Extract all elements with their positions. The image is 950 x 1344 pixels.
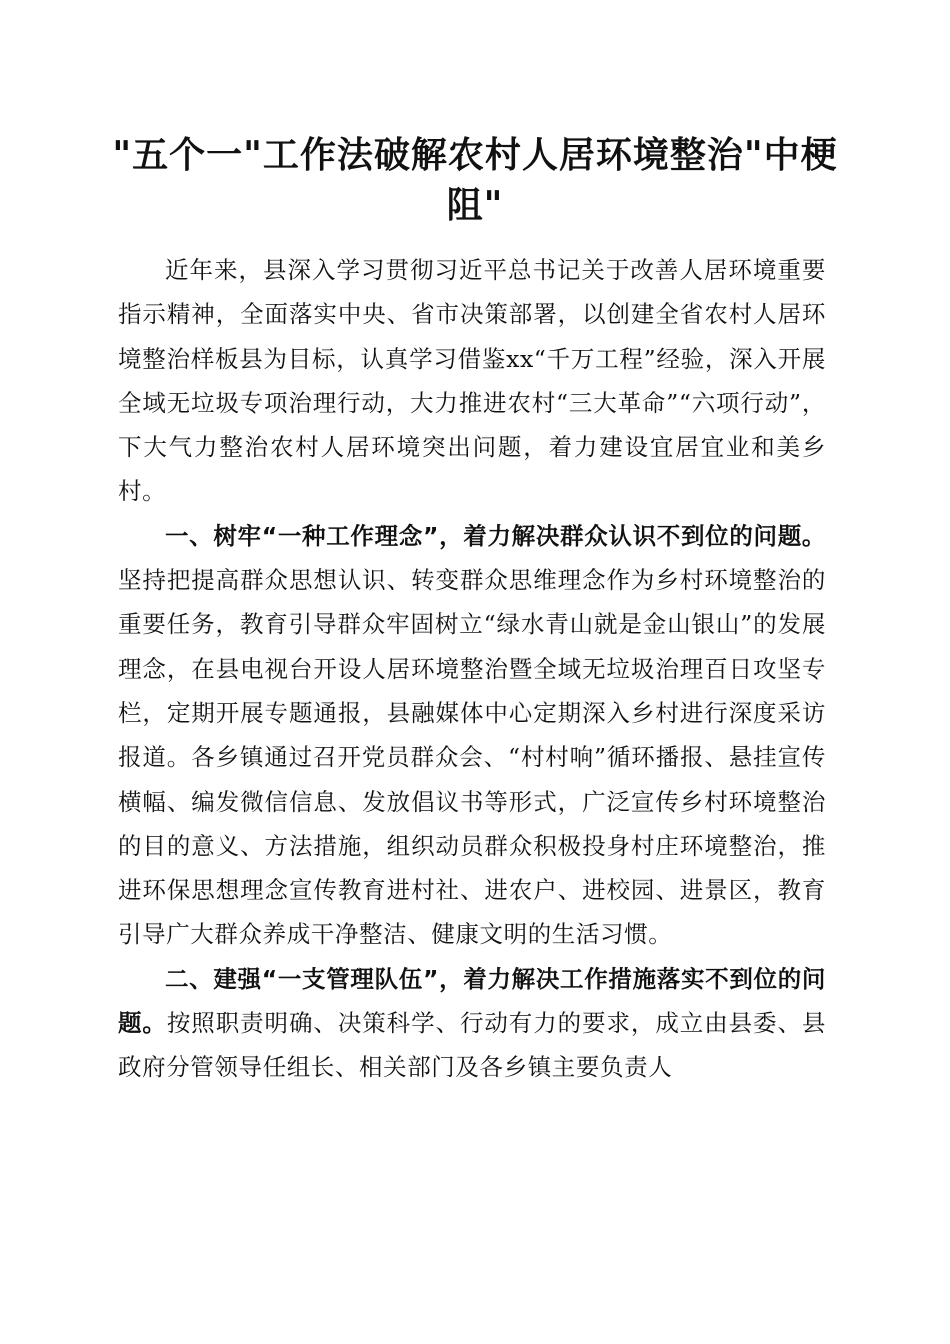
intro-paragraph: 近年来，县深入学习贯彻习近平总书记关于改善人居环境重要指示精神，全面落实中央、省市决策部署，以创建全省农村人居环境整治样板县为目标，认真学习借鉴xx“千万工程”经验，深入开展全域无垃圾专项治理行动，大力推进农村“三大革命”“六项行动”，下大气力整治农村人居环境突出问题，着力建设宜居宜业和美乡村。 xyxy=(118,256,826,506)
document-title: "五个一"工作法破解农村人居环境整治"中梗阻" xyxy=(112,134,838,226)
section-text-1: 坚持把提高群众思想认识、转变群众思维理念作为乡村环境整治的重要任务，教育引导群众牢固树立“绿水青山就是金山银山”的发展理念，在县电视台开设人居环境整治暨全域无垃圾治理百日攻坚专栏，定期开展专题通报，县融媒体中心定期深入乡村进行深度采访报道。各乡镇通过召开党员群众会、“村村响”循环播报、悬挂宣传横幅、编发微信信息、发放倡议书等形式，广泛宣传乡村环境整治的目的意义、方法措施，组织动员群众积极投身村庄环境整治，推进环保思想理念宣传教育进村社、进农户、进校园、进景区，教育引导广大群众养成干净整洁、健康文明的生活习惯。 xyxy=(118,566,826,949)
document-body xyxy=(118,248,826,1090)
section-paragraph-1 xyxy=(118,514,826,957)
section-heading-2: 二、建强“一支管理队伍”，着力解决工作措施落实不到位的问题。 xyxy=(118,964,826,1038)
section-heading-1: 一、树牢“一种工作理念”，着力解决群众认识不到位的问题。 xyxy=(165,521,826,550)
section-paragraph-2 xyxy=(118,957,826,1090)
section-text-2: 按照职责明确、决策科学、行动有力的要求，成立由县委、县政府分管领导任组长、相关部门及各乡镇主要负责人 xyxy=(118,1009,827,1082)
